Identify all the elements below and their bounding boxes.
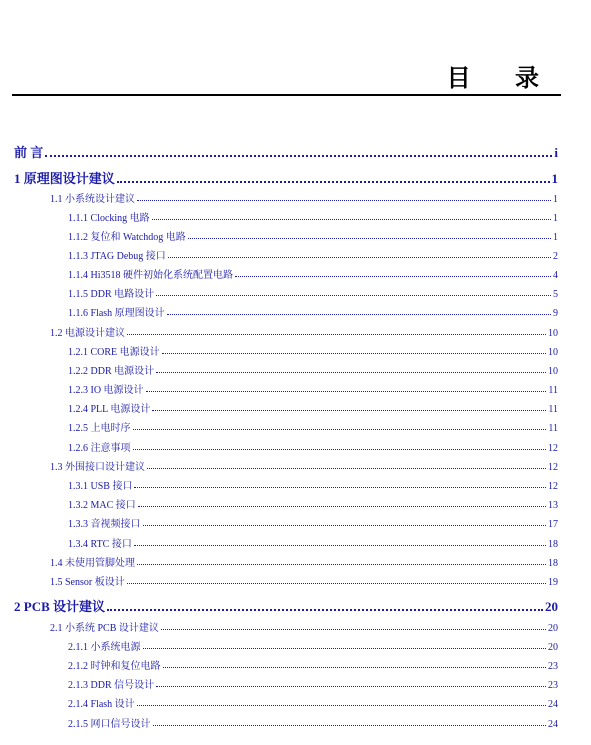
- toc-entry-page: 20: [548, 642, 558, 653]
- toc-dot-leader: [127, 583, 546, 584]
- toc-dot-leader: [156, 686, 546, 687]
- toc-entry-label: 1.2.4 PLL 电源设计: [68, 404, 151, 415]
- toc-entry-label: 1.2.3 IO 电源设计: [68, 385, 144, 396]
- toc-entry-page: 10: [548, 347, 558, 358]
- toc-entry[interactable]: [68, 210, 558, 224]
- toc-entry[interactable]: [50, 620, 558, 634]
- toc-dot-leader: [143, 648, 547, 649]
- toc-entry-page: 4: [553, 270, 558, 281]
- toc-entry-label: 1 原理图设计建议: [14, 171, 115, 186]
- toc-dot-leader: [45, 155, 552, 157]
- page-title: 目 录: [446, 64, 557, 92]
- toc-dot-leader: [156, 372, 546, 373]
- toc-entry-label: 1.2.6 注意事项: [68, 443, 131, 454]
- toc-entry[interactable]: [68, 516, 558, 530]
- toc-entry-page: 20: [548, 623, 558, 634]
- toc-dot-leader: [127, 334, 546, 335]
- toc-entry-page: 23: [548, 680, 558, 691]
- toc-entry[interactable]: [14, 597, 558, 615]
- toc-entry[interactable]: [68, 382, 558, 396]
- toc-entry-label: 2 PCB 设计建议: [14, 599, 106, 614]
- toc-entry[interactable]: [50, 325, 558, 339]
- toc-entry[interactable]: [68, 248, 558, 262]
- toc-entry-label: 1.1 小系统设计建议: [50, 194, 135, 205]
- toc-entry-label: 2.1.5 网口信号设计: [68, 719, 151, 730]
- toc-entry-label: 1.3 外围接口设计建议: [50, 462, 145, 473]
- toc-entry-label: 2.1.1 小系统电源: [68, 642, 141, 653]
- toc-entry-page: 23: [548, 661, 558, 672]
- toc-entry-label: 1.3.3 音视频接口: [68, 519, 141, 530]
- toc-entry[interactable]: [68, 229, 558, 243]
- toc-entry-page: 12: [548, 481, 558, 492]
- toc-entry-label: 2.1.2 时钟和复位电路: [68, 661, 161, 672]
- toc-entry-label: 2.1.3 DDR 信号设计: [68, 680, 155, 691]
- toc-entry[interactable]: [50, 555, 558, 569]
- toc-entry-page: 1: [553, 194, 558, 205]
- toc-entry-page: 19: [548, 577, 558, 588]
- toc-entry-label: 1.3.4 RTC 接口: [68, 539, 132, 550]
- toc-dot-leader: [163, 667, 547, 668]
- toc-dot-leader: [117, 181, 550, 183]
- toc-entry[interactable]: [68, 286, 558, 300]
- toc-entry[interactable]: [50, 191, 558, 205]
- toc-dot-leader: [235, 276, 551, 277]
- toc-dot-leader: [168, 257, 551, 258]
- toc-entry-label: 1.2.2 DDR 电源设计: [68, 366, 155, 377]
- toc-dot-leader: [156, 295, 551, 296]
- toc-entry-label: 1.5 Sensor 板设计: [50, 577, 125, 588]
- toc-entry[interactable]: [68, 440, 558, 454]
- toc-entry-page: 11: [548, 404, 558, 415]
- toc-entry-page: 17: [548, 519, 558, 530]
- toc-entry-label: 1.4 未使用管脚处理: [50, 558, 135, 569]
- toc-dot-leader: [137, 200, 551, 201]
- toc-entry-page: 1: [551, 171, 558, 186]
- toc-entry-page: 5: [553, 289, 558, 300]
- toc-entry-label: 1.2.5 上电时序: [68, 423, 131, 434]
- toc-entry-label: 1.1.3 JTAG Debug 接口: [68, 251, 166, 262]
- toc-entry[interactable]: [68, 497, 558, 511]
- toc-entry[interactable]: [68, 716, 558, 730]
- toc-entry[interactable]: [68, 267, 558, 281]
- toc-entry-page: 2: [553, 251, 558, 262]
- toc-entry-page: 20: [545, 599, 558, 614]
- toc-entry-page: 18: [548, 558, 558, 569]
- toc-dot-leader: [133, 449, 547, 450]
- toc-entry-page: 11: [548, 423, 558, 434]
- toc-entry[interactable]: [50, 574, 558, 588]
- toc-dot-leader: [134, 545, 546, 546]
- toc-dot-leader: [107, 609, 543, 611]
- toc-entry-label: 1.2.1 CORE 电源设计: [68, 347, 160, 358]
- toc-dot-leader: [153, 725, 547, 726]
- toc-entry-page: 24: [548, 699, 558, 710]
- toc-entry-label: 1.3.2 MAC 接口: [68, 500, 136, 511]
- toc-entry[interactable]: [68, 420, 558, 434]
- toc-dot-leader: [133, 429, 547, 430]
- toc-entry-label: 1.1.1 Clocking 电路: [68, 213, 150, 224]
- toc-entry[interactable]: [68, 658, 558, 672]
- toc-entry[interactable]: [68, 677, 558, 691]
- toc-entry[interactable]: [68, 363, 558, 377]
- toc-dot-leader: [143, 525, 547, 526]
- toc-entry-label: 1.1.5 DDR 电路设计: [68, 289, 155, 300]
- toc-entry[interactable]: [68, 344, 558, 358]
- toc-dot-leader: [146, 391, 547, 392]
- toc-entry-page: i: [554, 145, 558, 160]
- toc-entry-page: 11: [548, 385, 558, 396]
- toc-dot-leader: [134, 487, 546, 488]
- toc-entry-label: 1.1.4 Hi3518 硬件初始化系统配置电路: [68, 270, 233, 281]
- toc-entry[interactable]: [68, 696, 558, 710]
- toc-entry-label: 2.1 小系统 PCB 设计建议: [50, 623, 159, 634]
- toc-entry-label: 1.1.2 复位和 Watchdog 电路: [68, 232, 186, 243]
- toc-entry[interactable]: [68, 305, 558, 319]
- toc-dot-leader: [167, 314, 551, 315]
- toc-entry-page: 1: [553, 213, 558, 224]
- toc-entry-page: 13: [548, 500, 558, 511]
- toc-entry-label: 1.1.6 Flash 原理图设计: [68, 308, 165, 319]
- toc-entry-page: 12: [548, 462, 558, 473]
- toc-entry[interactable]: [68, 478, 558, 492]
- toc-entry[interactable]: [68, 536, 558, 550]
- toc-dot-leader: [161, 629, 546, 630]
- toc-entry-label: 2.1.4 Flash 设计: [68, 699, 135, 710]
- toc-entry-page: 18: [548, 539, 558, 550]
- toc-entry-page: 12: [548, 443, 558, 454]
- toc-entry[interactable]: [50, 459, 558, 473]
- toc-entry-page: 1: [553, 232, 558, 243]
- toc-dot-leader: [137, 564, 546, 565]
- toc-entry[interactable]: [68, 401, 558, 415]
- toc-dot-leader: [152, 410, 546, 411]
- toc-entry-label: 1.3.1 USB 接口: [68, 481, 133, 492]
- toc-entry-page: 24: [548, 719, 558, 730]
- toc-entry[interactable]: [14, 143, 558, 161]
- toc-dot-leader: [147, 468, 546, 469]
- toc-dot-leader: [188, 238, 551, 239]
- toc-entry-page: 9: [553, 308, 558, 319]
- toc-entry-page: 10: [548, 366, 558, 377]
- toc-dot-leader: [138, 506, 546, 507]
- toc-entry[interactable]: [14, 169, 558, 187]
- toc-entry-label: 1.2 电源设计建议: [50, 328, 125, 339]
- toc-entry-page: 10: [548, 328, 558, 339]
- toc-entry-label: 前 言: [14, 145, 44, 160]
- toc-dot-leader: [152, 219, 551, 220]
- toc-entry[interactable]: [68, 639, 558, 653]
- toc-dot-leader: [137, 705, 546, 706]
- toc-dot-leader: [162, 353, 546, 354]
